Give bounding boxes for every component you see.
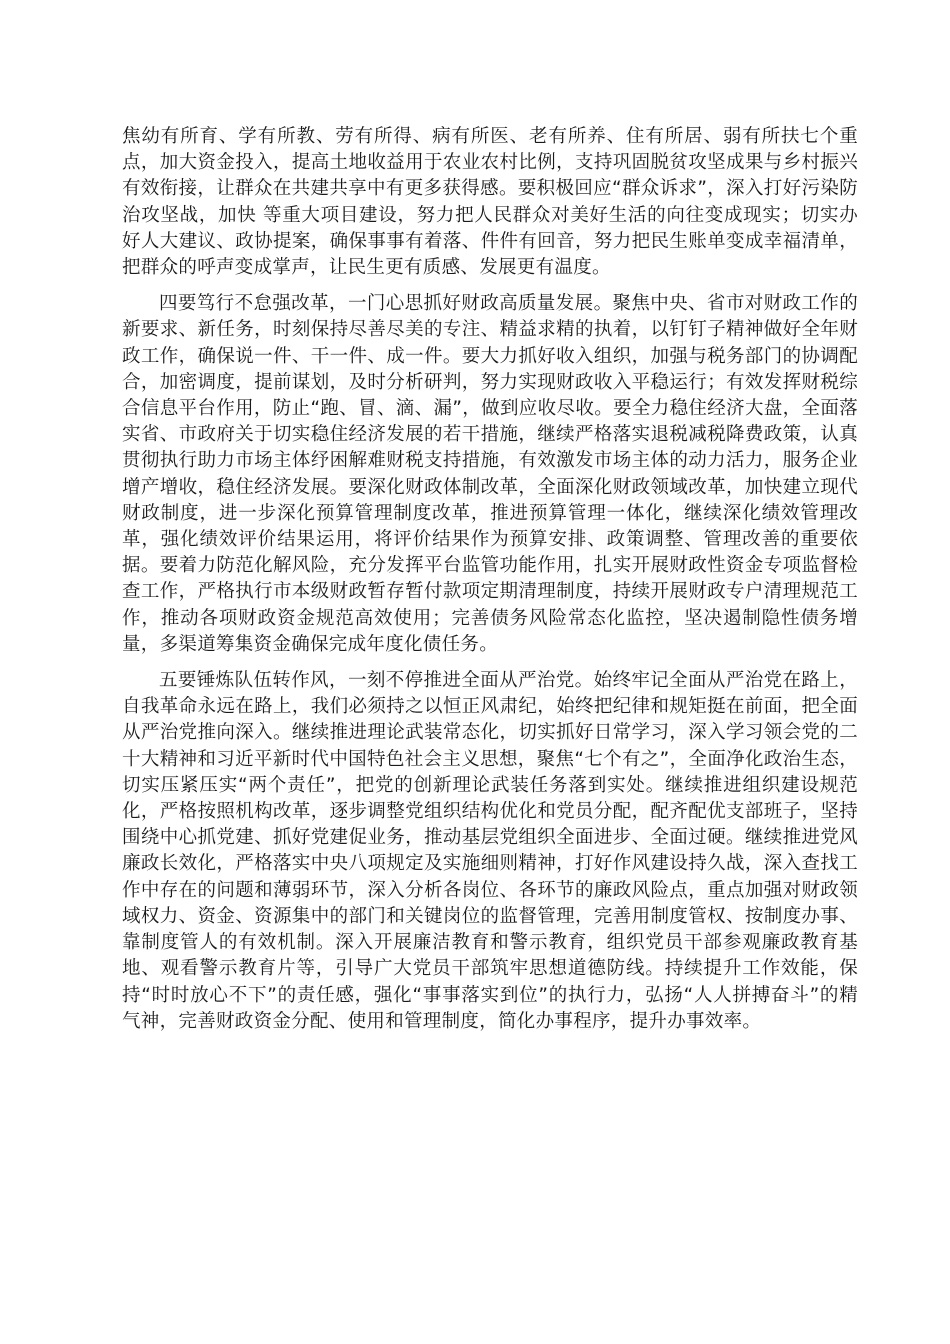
paragraph-fiscal-reform: 四要笃行不怠强改革，一门心思抓好财政高质量发展。聚焦中央、省市对财政工作的新要求、新任务，时刻保持尽善尽美的专注、精益求精的执着，以钉钉子精神做好全年财政工作，确保说一件、干一件、成一件。要大力抓好收入组织，加强与税务部门的协调配合，加密调度，提前谋划，及时分析研判，努力实现财政收入平稳运行；有效发挥财税综合信息平台作用，防止“跑、冒、滴、漏”，做到应收尽收。要全力稳住经济大盘，全面落实省、市政府关于切实稳住经济发展的若干措施，继续严格落实退税减税降费政策，认真贯彻执行助力市场主体纾困解难财税支持措施，有效激发市场主体的动力活力，服务企业增产增收，稳住经济发展。要深化财政体制改革，全面深化财政领域改革，加快建立现代财政制度，进一步深化预算管理制度改革，推进预算管理一体化，继续深化绩效管理改革，强化绩效评价结果运用，将评价结果作为预算安排、政策调整、管理改善的重要依据。要着力防范化解风险，充分发挥平台监管功能作用，扎实开展财政性资金专项监督检查工作，严格执行市本级财政暂存暂付款项定期清理制度，持续开展财政专户清理规范工作，推动各项财政资金规范高效使用；完善债务风险常态化监控，坚决遏制隐性债务增量，多渠道筹集资金确保完成年度化债任务。	[122, 293, 858, 655]
document-body	[122, 124, 858, 1045]
paragraph-party-discipline: 五要锤炼队伍转作风，一刻不停推进全面从严治党。始终牢记全面从严治党在路上，自我革命永远在路上，我们必须持之以恒正风肃纪，始终把纪律和规矩挺在前面，把全面从严治党推向深入。继续推进理论武装常态化，切实抓好日常学习，深入学习领会党的二十大精神和习近平新时代中国特色社会主义思想，聚焦“七个有之”，全面净化政治生态，切实压紧压实“两个责任”，把党的创新理论武装任务落到实处。继续推进组织建设规范化，严格按照机构改革，逐步调整党组织结构优化和党员分配，配齐配优支部班子，坚持围绕中心抓党建、抓好党建促业务，推动基层党组织全面进步、全面过硬。继续推进党风廉政长效化，严格落实中央八项规定及实施细则精神，打好作风建设持久战，深入查找工作中存在的问题和薄弱环节，深入分析各岗位、各环节的廉政风险点，重点加强对财政领域权力、资金、资源集中的部门和关键岗位的监督管理，完善用制度管权、按制度办事、靠制度管人的有效机制。深入开展廉洁教育和警示教育，组织党员干部参观廉政教育基地、观看警示教育片等，引导广大党员干部筑牢思想道德防线。持续提升工作效能，保持“时时放心不下”的责任感，强化“事事落实到位”的执行力，弘扬“人人拼搏奋斗”的精气神，完善财政资金分配、使用和管理制度，简化办事程序，提升办事效率。	[122, 670, 858, 1032]
paragraph-continuation: 焦幼有所育、学有所教、劳有所得、病有所医、老有所养、住有所居、弱有所扶七个重点，加大资金投入，提高土地收益用于农业农村比例，支持巩固脱贫攻坚成果与乡村振兴有效衔接，让群众在共建共享中有更多获得感。要积极回应“群众诉求”，深入打好污染防治攻坚战，加快 等重大项目建设，努力把人民群众对美好生活的向往变成现实；切实办好人大建议、政协提案，确保事事有着落、件件有回音，努力把民生账单变成幸福清单，把群众的呼声变成掌声，让民生更有质感、发展更有温度。	[122, 126, 858, 279]
